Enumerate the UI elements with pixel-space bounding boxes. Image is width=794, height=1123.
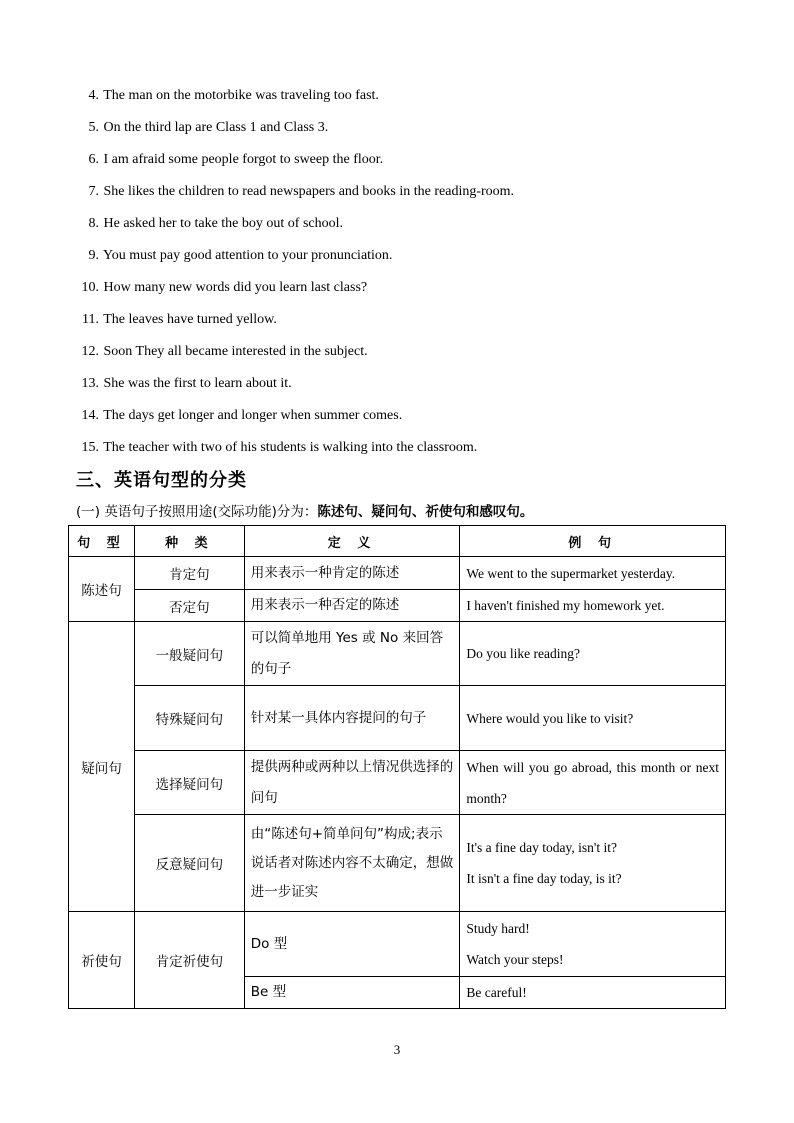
example-line: Study hard! (466, 921, 530, 936)
definition-cell: 针对某一具体内容提问的句子 (244, 686, 460, 751)
item-number: 14. (81, 408, 99, 423)
item-number: 15. (81, 440, 99, 455)
kind-cell: 一般疑问句 (134, 622, 244, 686)
item-number: 9. (88, 248, 99, 263)
section-intro (76, 500, 533, 520)
item-number: 6. (88, 152, 99, 167)
kind-cell: 肯定句 (134, 557, 244, 590)
item-text: The teacher with two of his students is walking into the classroom. (103, 440, 478, 455)
example-cell (460, 815, 726, 912)
list-item (76, 148, 736, 180)
table-row (69, 751, 726, 815)
item-text: How many new words did you learn last class? (103, 280, 368, 295)
list-item (76, 244, 736, 276)
kind-cell: 选择疑问句 (134, 751, 244, 815)
definition-cell: 用来表示一种肯定的陈述 (244, 557, 460, 590)
list-item (76, 212, 736, 244)
item-number: 8. (88, 216, 99, 231)
item-number: 7. (88, 184, 99, 199)
definition-cell: 可以简单地用 Yes 或 No 来回答的句子 (244, 622, 460, 686)
definition-cell: Be 型 (244, 977, 460, 1009)
kind-cell: 特殊疑问句 (134, 686, 244, 751)
header-cell: 定 义 (244, 526, 460, 557)
kind-cell: 肯定祈使句 (134, 912, 244, 1009)
intro-bold-text: 陈述句、疑问句、祈使句和感叹句。 (317, 504, 534, 520)
item-number: 4. (88, 88, 99, 103)
section-heading: 三、英语句型的分类 (76, 470, 247, 491)
table-header-row (69, 526, 726, 557)
item-text: He asked her to take the boy out of school. (103, 216, 343, 231)
example-cell: I haven't finished my homework yet. (460, 590, 726, 622)
table-row (69, 557, 726, 590)
intro-text: (一) 英语句子按照用途(交际功能)分为： (76, 504, 318, 520)
sentence-type-table (68, 525, 726, 1009)
item-text: On the third lap are Class 1 and Class 3. (103, 120, 329, 135)
example-cell (460, 912, 726, 977)
page-number: 3 (393, 1042, 401, 1057)
example-line: Watch your steps! (466, 952, 564, 967)
example-cell: Do you like reading? (460, 622, 726, 686)
list-item (76, 404, 736, 436)
example-line: It isn't a fine day today, is it? (466, 871, 622, 886)
example-cell: Be careful! (460, 977, 726, 1009)
table-row (69, 622, 726, 686)
header-cell: 例 句 (460, 526, 726, 557)
list-item (76, 180, 736, 212)
category-cell: 疑问句 (69, 622, 135, 912)
list-item (76, 84, 736, 116)
item-text: She likes the children to read newspapers and books in the reading-room. (103, 184, 515, 199)
category-cell: 祈使句 (69, 912, 135, 1009)
item-number: 13. (81, 376, 99, 391)
example-line: It's a fine day today, isn't it? (466, 840, 617, 855)
header-cell: 种 类 (134, 526, 244, 557)
item-number: 11. (82, 312, 99, 327)
item-number: 12. (81, 344, 99, 359)
definition-cell: 用来表示一种否定的陈述 (244, 590, 460, 622)
item-text: The leaves have turned yellow. (103, 312, 277, 327)
item-text: The days get longer and longer when summer comes. (103, 408, 403, 423)
table-row (69, 912, 726, 977)
example-cell: When will you go abroad, this month or next month? (460, 751, 726, 815)
kind-cell: 反意疑问句 (134, 815, 244, 912)
list-item (76, 276, 736, 308)
example-cell: Where would you like to visit? (460, 686, 726, 751)
item-text: I am afraid some people forgot to sweep the floor. (103, 152, 384, 167)
header-cell: 句 型 (69, 526, 135, 557)
kind-cell: 否定句 (134, 590, 244, 622)
table-row (69, 590, 726, 622)
list-item (76, 340, 736, 372)
category-cell: 陈述句 (69, 557, 135, 622)
list-item (76, 436, 736, 468)
list-item (76, 372, 736, 404)
definition-cell: 由“陈述句+简单问句”构成;表示说话者对陈述内容不太确定，想做进一步证实 (244, 815, 460, 912)
item-text: The man on the motorbike was traveling too fast. (103, 88, 379, 103)
definition-cell: Do 型 (244, 912, 460, 977)
item-text: Soon They all became interested in the subject. (103, 344, 368, 359)
item-text: She was the first to learn about it. (103, 376, 292, 391)
table-row (69, 686, 726, 751)
list-item (76, 308, 736, 340)
sentence-list (76, 84, 736, 468)
example-cell: We went to the supermarket yesterday. (460, 557, 726, 590)
table-row (69, 815, 726, 912)
item-number: 5. (88, 120, 99, 135)
item-number: 10. (81, 280, 99, 295)
list-item (76, 116, 736, 148)
definition-cell: 提供两种或两种以上情况供选择的问句 (244, 751, 460, 815)
item-text: You must pay good attention to your pronunciation. (102, 248, 393, 263)
